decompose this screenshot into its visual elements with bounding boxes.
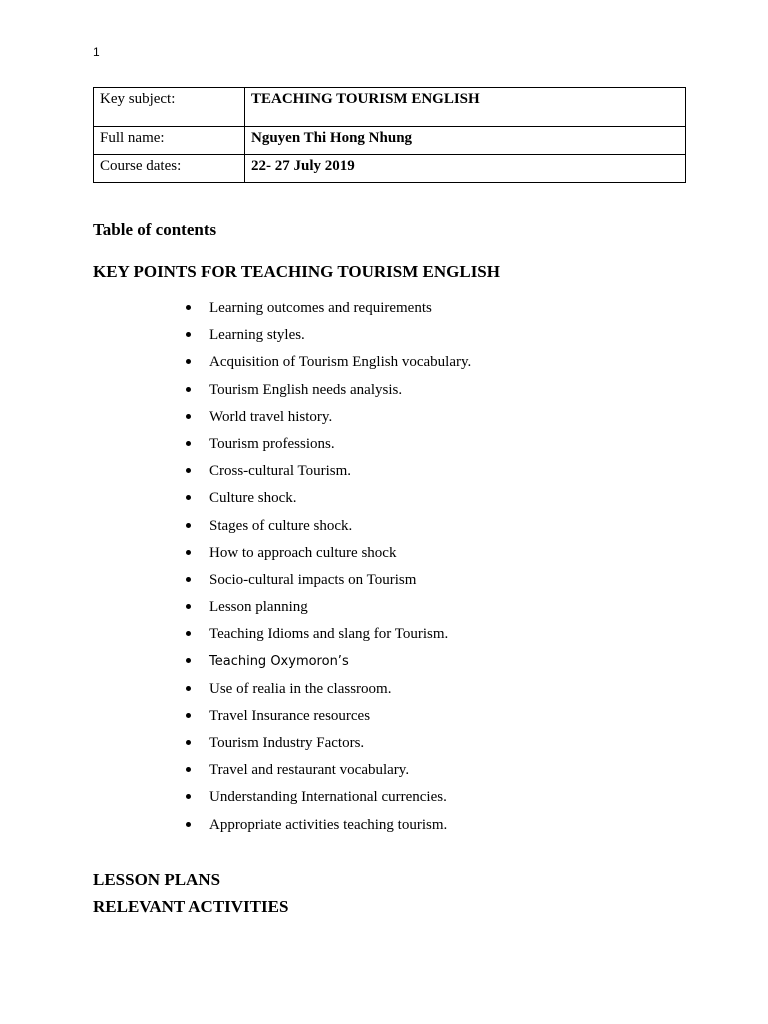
list-item: Learning outcomes and requirements — [0, 297, 471, 324]
bullet-icon — [186, 523, 191, 528]
list-item: Travel and restaurant vocabulary. — [0, 759, 471, 786]
list-item: Travel Insurance resources — [0, 705, 471, 732]
page-number: 1 — [93, 45, 100, 59]
course-dates-label: Course dates: — [94, 155, 245, 183]
bullet-icon — [186, 577, 191, 582]
toc-heading: Table of contents — [93, 220, 217, 239]
bullet-icon — [186, 414, 191, 419]
bullet-icon — [186, 686, 191, 691]
key-points-heading: KEY POINTS FOR TEACHING TOURISM ENGLISH — [93, 262, 500, 281]
list-item: Use of realia in the classroom. — [0, 678, 471, 705]
bullet-icon — [186, 495, 191, 500]
subject-label: Key subject: — [94, 88, 245, 127]
list-item: Tourism English needs analysis. — [0, 379, 471, 406]
list-item: Learning styles. — [0, 324, 471, 351]
list-item: Teaching Oxymoron’s — [0, 650, 471, 677]
bullet-icon — [186, 305, 191, 310]
list-item: Stages of culture shock. — [0, 515, 471, 542]
course-dates-value: 22- 27 July 2019 — [245, 155, 686, 183]
list-item: Tourism professions. — [0, 433, 471, 460]
list-item: Acquisition of Tourism English vocabulary. — [0, 351, 471, 378]
lesson-plans-heading: LESSON PLANS — [93, 870, 221, 889]
bullet-icon — [186, 441, 191, 446]
bullet-icon — [186, 713, 191, 718]
bullet-icon — [186, 794, 191, 799]
bullet-icon — [186, 767, 191, 772]
bullet-icon — [186, 387, 191, 392]
bullet-icon — [186, 822, 191, 827]
bullet-icon — [186, 604, 191, 609]
list-item: How to approach culture shock — [0, 542, 471, 569]
course-dates-row — [94, 155, 686, 183]
bullet-icon — [186, 631, 191, 636]
list-item: Teaching Idioms and slang for Tourism. — [0, 623, 471, 650]
bullet-icon — [186, 468, 191, 473]
bullet-icon — [186, 359, 191, 364]
bullet-icon — [186, 550, 191, 555]
list-item: World travel history. — [0, 406, 471, 433]
bullet-icon — [186, 658, 191, 663]
list-item: Culture shock. — [0, 487, 471, 514]
relevant-activities-heading: RELEVANT ACTIVITIES — [93, 897, 289, 916]
list-item: Tourism Industry Factors. — [0, 732, 471, 759]
list-item: Appropriate activities teaching tourism. — [0, 814, 471, 841]
list-item: Understanding International currencies. — [0, 786, 471, 813]
course-info-table — [93, 87, 686, 183]
full-name-row — [94, 127, 686, 155]
list-item: Cross-cultural Tourism. — [0, 460, 471, 487]
subject-row — [94, 88, 686, 127]
full-name-label: Full name: — [94, 127, 245, 155]
list-item: Socio-cultural impacts on Tourism — [0, 569, 471, 596]
key-points-list — [0, 297, 471, 841]
full-name-value: Nguyen Thi Hong Nhung — [245, 127, 686, 155]
list-item: Lesson planning — [0, 596, 471, 623]
bullet-icon — [186, 740, 191, 745]
subject-value: TEACHING TOURISM ENGLISH — [245, 88, 686, 127]
bullet-icon — [186, 332, 191, 337]
